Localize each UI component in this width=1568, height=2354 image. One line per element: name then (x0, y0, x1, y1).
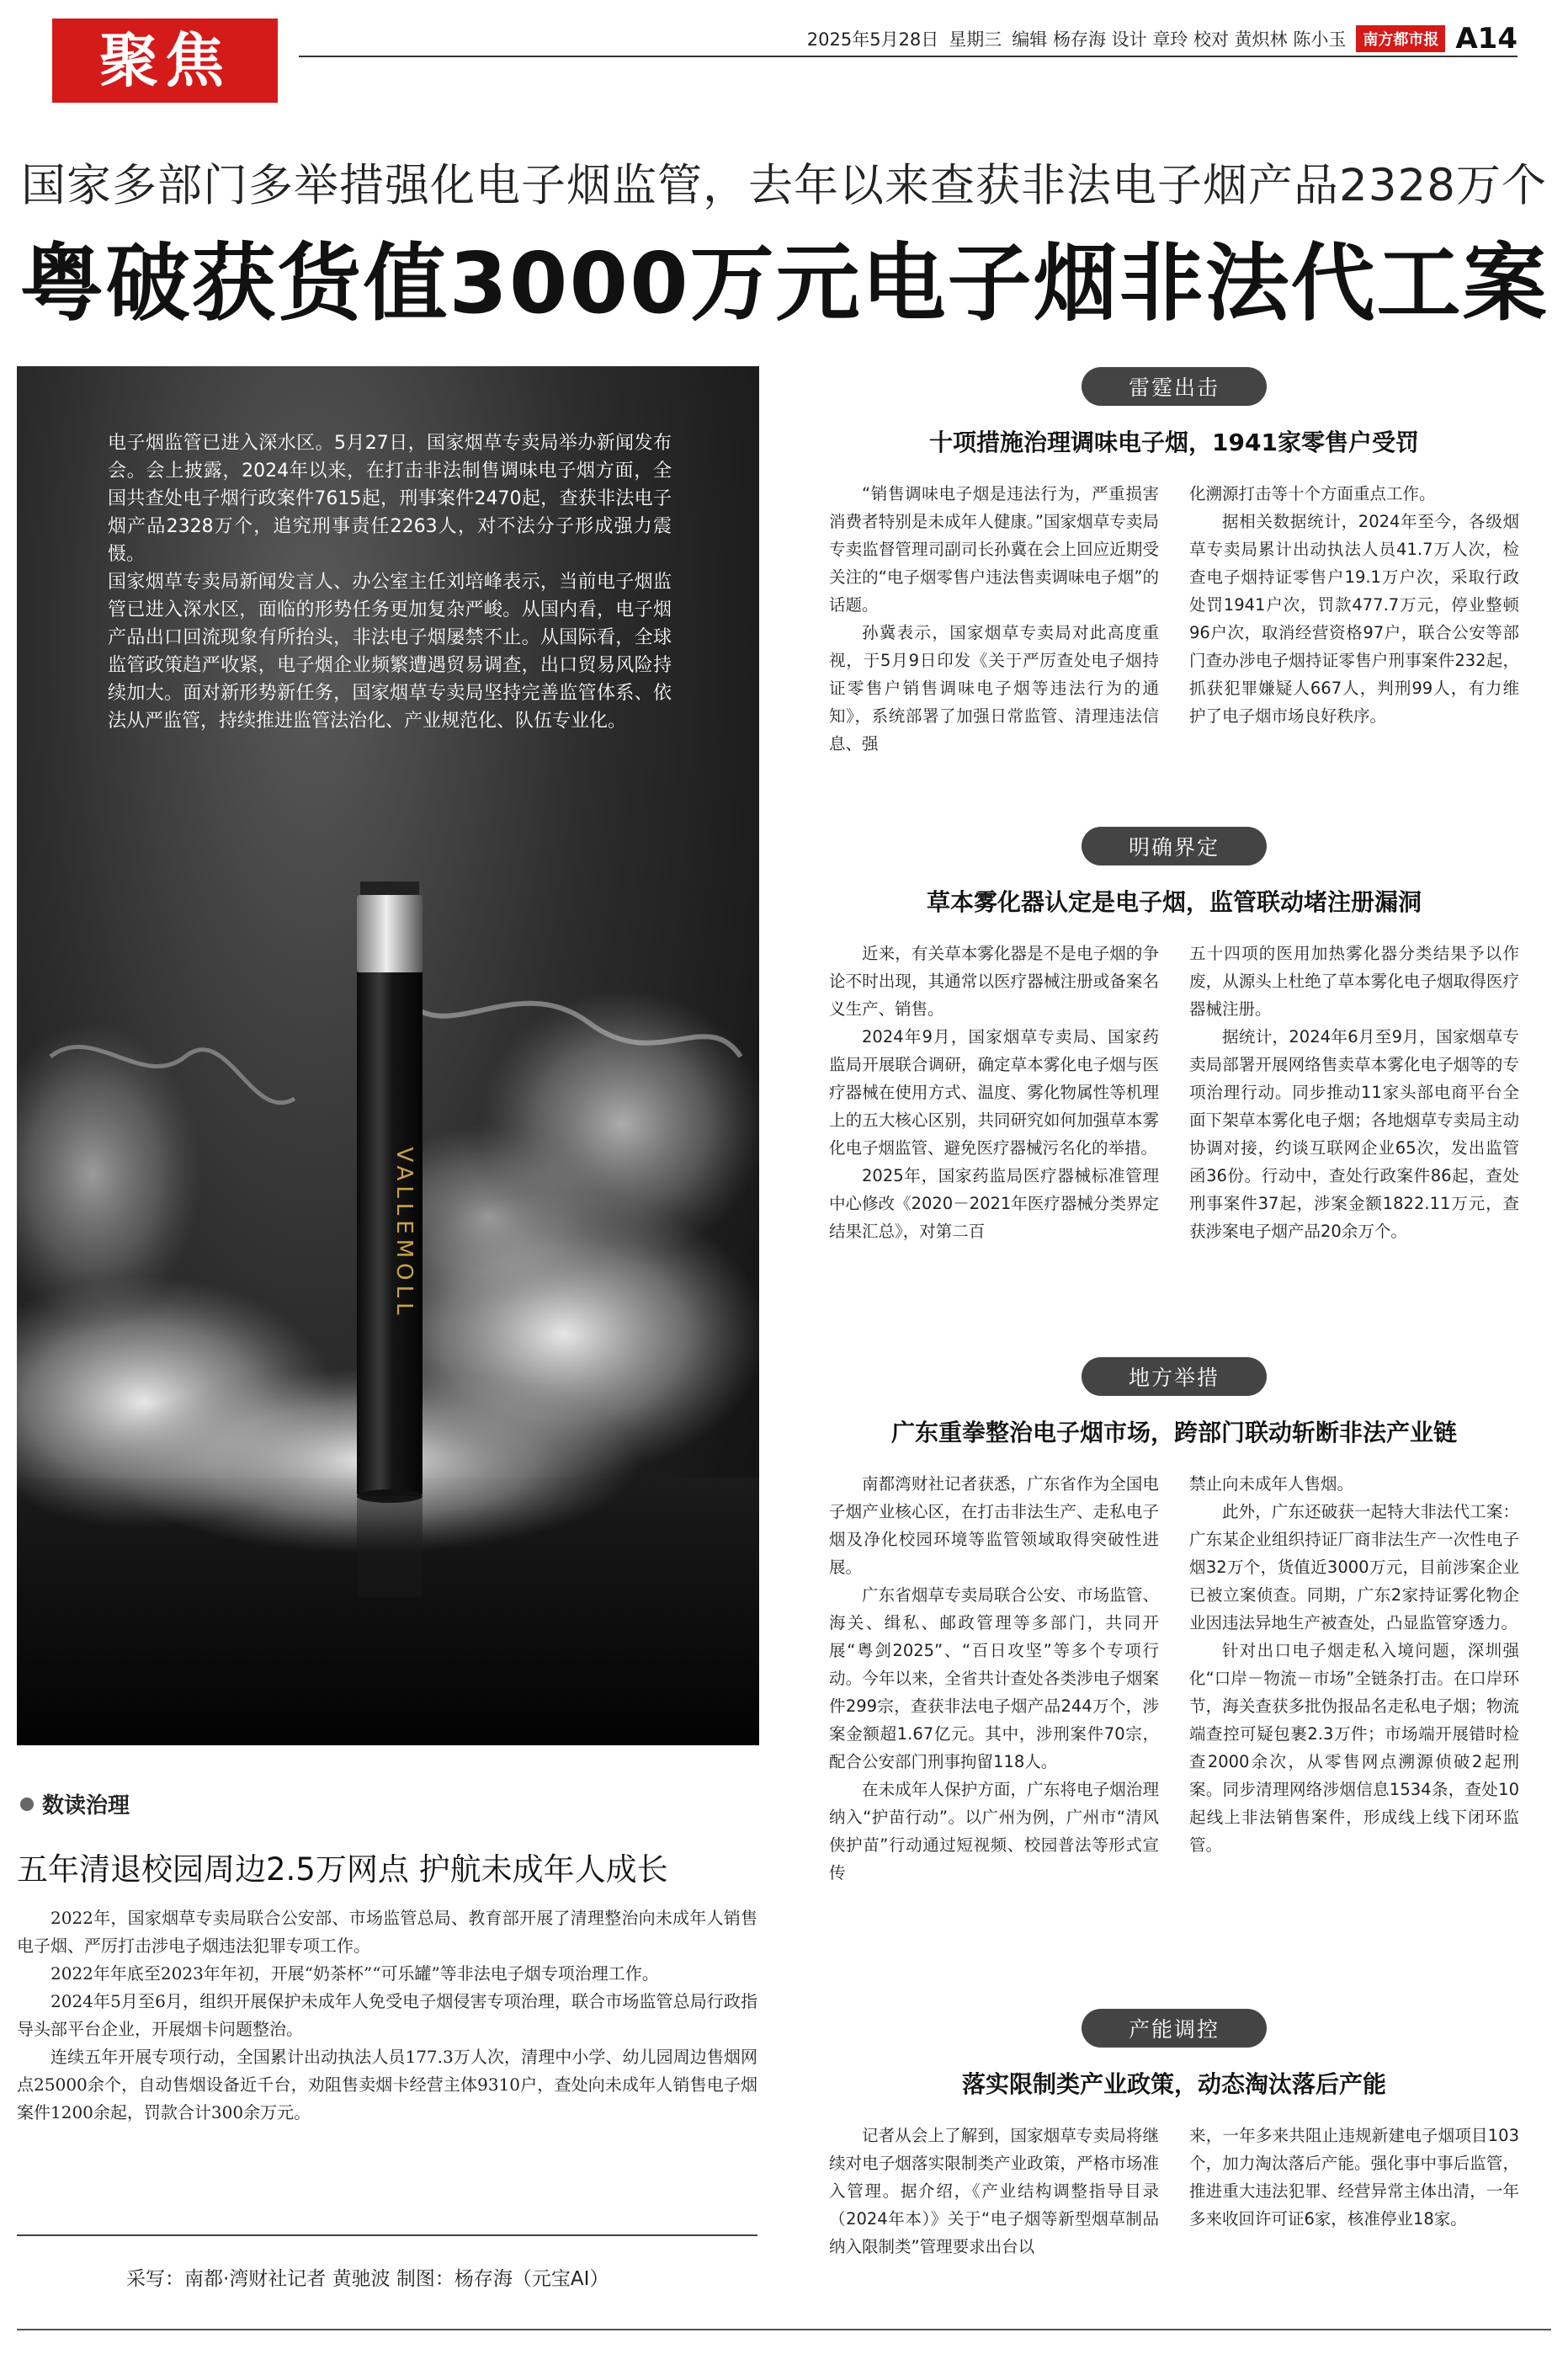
section-kicker (829, 2009, 1519, 2048)
section-local (829, 1357, 1519, 1887)
main-headline: 粤破获货值3000万元电子烟非法代工案 (19, 234, 1549, 333)
ecig-mouthpiece (360, 881, 419, 895)
article-columns (829, 2122, 1519, 2261)
kicker-label: 明确界定 (1082, 827, 1267, 865)
subheadline: 国家多部门多举措强化电子烟监管，去年以来查获非法电子烟产品2328万个 (21, 160, 1547, 211)
sidebar-body (17, 1904, 757, 2127)
kicker-label: 地方举措 (1082, 1357, 1267, 1396)
staff-credits: 编辑 杨存海 设计 章玲 校对 黄炽林 陈小玉 (1012, 29, 1347, 50)
article-paragraph: 2024年9月，国家烟草专卖局、国家药监局开展联合调研，确定草本雾化电子烟与医疗器械在使用方式、温度、雾化物属性等机理上的五大核心区别，共同研究如何加强草本雾化电子烟监管、避免医疗器械污名化的举措。 (829, 1027, 1159, 1158)
byline-credit: 采写：南都·湾财社记者 黄驰波 制图：杨存海（元宝AI） (126, 2268, 609, 2290)
sidebar-paragraph: 连续五年开展专项行动，全国累计出动执法人员177.3万人次，清理中小学、幼儿园周边售烟网点25000余个，自动售烟设备近千台，劝阻售卖烟卡经营主体9310户，查处向未成年人销售电子烟案件1200余起，罚款合计300余万元。 (17, 2047, 757, 2122)
section-definition (829, 827, 1519, 1245)
page-number: A14 (1455, 22, 1518, 56)
article-column-right (1189, 480, 1519, 758)
section-kicker (829, 1357, 1519, 1396)
sidebar-label (20, 1788, 130, 1819)
ecig-brand-text: VALLEMOLL (391, 1147, 417, 1320)
paper-logo: 南方都市报 (1356, 25, 1445, 52)
article-column-right (1189, 2122, 1519, 2261)
article-paragraph: 近来，有关草本雾化器是不是电子烟的争论不时出现，其通常以医疗器械注册或备案名义生产、销售。 (829, 944, 1159, 1019)
sidebar-paragraph: 2022年年底至2023年年初，开展“奶茶杯”“可乐罐”等非法电子烟专项治理工作。 (50, 1963, 659, 1984)
section-kicker (829, 827, 1519, 865)
sidebar-label-text: 数读治理 (42, 1793, 130, 1819)
article-column-left (829, 940, 1159, 1245)
article-paragraph: 南都湾财社记者获悉，广东省作为全国电子烟产业核心区，在打击非法生产、走私电子烟及净化校园环境等监管领域取得突破性进展。 (829, 1474, 1159, 1577)
article-paragraph-continued: 化溯源打击等十个方面重点工作。 (1189, 484, 1436, 503)
masthead (0, 0, 1568, 109)
section-capacity (829, 2009, 1519, 2261)
article-paragraph: “销售调味电子烟是违法行为，严重损害消费者特别是未成年人健康。”国家烟草专卖局专卖监督管理司副司长孙冀在会上回应近期受关注的“电子烟零售户违法售卖调味电子烟”的话题。 (829, 484, 1159, 615)
sidebar-divider (17, 2234, 757, 2236)
article-columns (829, 1470, 1519, 1887)
intro-paragraph: 电子烟监管已进入深水区。5月27日，国家烟草专卖局举办新闻发布会。会上披露，2024年以来，在打击非法制售调味电子烟方面，全国共查处电子烟行政案件7615起，刑事案件2470起，查获非法电子烟产品2328万个，追究刑事责任2263人，对不法分子形成强力震慑。 (108, 433, 672, 565)
ecig-cap (357, 895, 423, 972)
article-column-right (1189, 940, 1519, 1245)
article-paragraph-continued: 来，一年多来共阻止违规新建电子烟项目103个，加力淘汰落后产能。强化事中事后监管，推进重大违法犯罪、经营异常主体出清，一年多来收回许可证6家，核准停业18家。 (1189, 2126, 1519, 2229)
article-paragraph: 在未成年人保护方面，广东将电子烟治理纳入“护苗行动”。以广州为例，广州市“清风侠护苗”行动通过短视频、校园普法等形式宣传 (829, 1780, 1159, 1883)
article-title: 十项措施治理调味电子烟，1941家零售户受罚 (929, 429, 1419, 456)
headline-block (17, 150, 1551, 333)
article-column-left (829, 1470, 1159, 1887)
article-paragraph-continued: 禁止向未成年人售烟。 (1189, 1474, 1354, 1494)
article-title: 落实限制类产业政策，动态淘汰落后产能 (961, 2070, 1386, 2098)
article-paragraph: 据相关数据统计，2024年至今，各级烟草专卖局累计出动执法人员41.7万人次，检查电子烟持证零售户19.1万户次，采取行政处罚1941户次，罚款477.7万元，停业整顿96户次，取消经营资格97户，联合公安等部门查办涉电子烟持证零售户刑事案件232起，抓获犯罪嫌疑人667人，判刑99人，有力维护了电子烟市场良好秩序。 (1189, 512, 1519, 726)
article-paragraph: 广东省烟草专卖局联合公安、市场监管、海关、缉私、邮政管理等多部门，共同开展“粤剑2025”、“百日攻坚”等多个专项行动。今年以来，全省共计查处各类涉电子烟案件299宗，查获非法电子烟产品244万个，涉案金额超1.67亿元。其中，涉刑案件70宗，配合公安部门刑事拘留118人。 (829, 1585, 1159, 1771)
bullet-dot-icon (20, 1797, 34, 1811)
article-columns (829, 480, 1519, 758)
article-paragraph: 此外，广东还破获一起特大非法代工案：广东某企业组织持证厂商非法生产一次性电子烟32万个，货值近3000万元，目前涉案企业已被立案侦查。同期，广东2家持证雾化物企业因违法异地生产被查处，凸显监管穿透力。 (1189, 1502, 1519, 1632)
header-rule (299, 56, 1518, 57)
article-paragraph: 针对出口电子烟走私入境问题，深圳强化“口岸－物流－市场”全链条打击。在口岸环节，海关查获多批伪报品名走私电子烟；物流端查控可疑包裹2.3万件；市场端开展错时检查2000余次，从零售网点溯源侦破2起刑案。同步清理网络涉烟信息1534条，查处10起线上非法销售案件，形成线上线下闭环监管。 (1189, 1641, 1519, 1855)
bottom-divider (17, 2329, 1551, 2330)
header-info (807, 22, 1518, 56)
article-paragraph-continued: 五十四项的医用加热雾化器分类结果予以作废，从源头上杜绝了草本雾化电子烟取得医疗器械注册。 (1189, 944, 1519, 1019)
section-kicker (829, 367, 1519, 406)
section-tag: 聚焦 (52, 19, 278, 103)
intro-paragraph: 国家烟草专卖局新闻发言人、办公室主任刘培峰表示，当前电子烟监管已进入深水区，面临的形势任务更加复杂严峻。从国内看，电子烟产品出口回流现象有所抬头，非法电子烟屡禁不止。从国际看，全球监管政策趋严收紧，电子烟企业频繁遭遇贸易调查，出口贸易风险持续加大。面对新形势新任务，国家烟草专卖局坚持完善监管体系、依法从严监管，持续推进监管法治化、产业规范化、队伍专业化。 (108, 572, 672, 732)
section-thunder (829, 367, 1519, 758)
article-paragraph: 据统计，2024年6月至9月，国家烟草专卖局部署开展网络售卖草本雾化电子烟等的专项治理行动。同步推动11家头部电商平台全面下架草本雾化电子烟；各地烟草专卖局主动协调对接，约谈互联网企业65次，发出监管函36份。行动中，查处行政案件86起，查处刑事案件37起，涉案金额1822.11万元，查获涉案电子烟产品20余万个。 (1189, 1027, 1519, 1241)
article-paragraph: 2025年，国家药监局医疗器械标准管理中心修改《2020－2021年医疗器械分类界定结果汇总》，对第二百 (829, 1166, 1159, 1241)
article-column-right (1189, 1470, 1519, 1887)
sidebar-paragraph: 2022年，国家烟草专卖局联合公安部、市场监管总局、教育部开展了清理整治向未成年人销售电子烟、严厉打击涉电子烟违法犯罪专项工作。 (17, 1908, 757, 1956)
article-title: 广东重拳整治电子烟市场，跨部门联动斩断非法产业链 (890, 1419, 1457, 1446)
article-title: 草本雾化器认定是电子烟，监管联动堵注册漏洞 (926, 888, 1422, 916)
article-column-left (829, 2122, 1159, 2261)
article-paragraph: 记者从会上了解到，国家烟草专卖局将继续对电子烟落实限制类产业政策，严格市场准入管理。据介绍，《产业结构调整指导目录（2024年本）》关于“电子烟等新型烟草制品纳入限制类”管理要求出台以 (829, 2126, 1159, 2256)
sidebar-paragraph: 2024年5月至6月，组织开展保护未成年人免受电子烟侵害专项治理，联合市场监管总局行政指导头部平台企业，开展烟卡问题整治。 (17, 1991, 757, 2039)
sidebar-title: 五年清退校园周边2.5万网点 护航未成年人成长 (17, 1851, 668, 1888)
article-columns (829, 940, 1519, 1245)
intro-text (108, 429, 672, 735)
kicker-label: 雷霆出击 (1082, 367, 1267, 406)
article-column-left (829, 480, 1159, 758)
kicker-label: 产能调控 (1082, 2009, 1267, 2048)
article-paragraph: 孙冀表示，国家烟草专卖局对此高度重视，于5月9日印发《关于严厉查处电子烟持证零售户销售调味电子烟等违法行为的通知》，系统部署了加强日常监管、清理违法信息、强 (829, 623, 1159, 754)
issue-weekday: 星期三 (949, 29, 1002, 50)
ecig-reflection (357, 1496, 423, 1597)
issue-date: 2025年5月28日 (806, 29, 939, 50)
